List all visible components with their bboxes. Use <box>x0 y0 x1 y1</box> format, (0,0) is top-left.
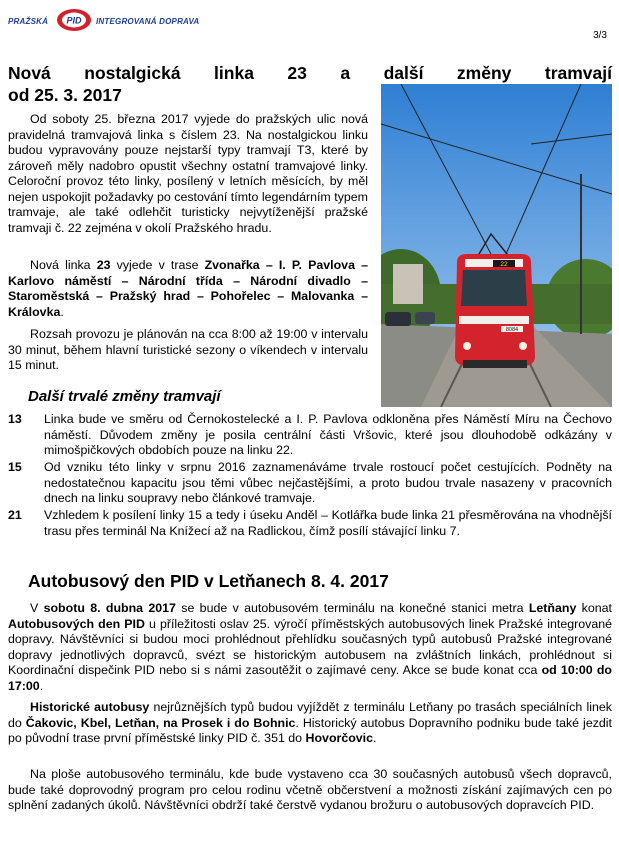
article-title: Nová nostalgická linka 23 a další změny tramvají <box>8 63 612 83</box>
article-paragraph: Od soboty 25. března 2017 vyjede do pražských ulic nová pravidelná tramvajová linka s číslem 23. Na nostalgickou linku budou vypravovány pouze nejstarší typy tramvají T3, které by zároveň měly nadobro opustit všechny ostatní tramvajové linky. Celoroční provoz této linky, posílený v letních měsících, by měl nejen uspokojit požadavky po cestování tímto legendárním typem tramvaje, ale také odlehčit turisticky nejvytíženější pražské tramvaji č. 22 zejména v okolí Pražského hradu. <box>8 112 368 235</box>
logo-text-right: INTEGROVANÁ DOPRAVA <box>96 17 200 26</box>
article-paragraph: Historické autobusy nejrůznějších typů budou vyjíždět z terminálu Letňany po trasách speciálních linek do Čakovic, Kbel, Letňan, na Prosek i do Bohnic. Historický autobus Dopravního podniku bude také jezdit po původní trase první příměstské linky PID č. 351 do Hovorčovic. <box>8 700 612 745</box>
line-description: Linka bude ve směru od Černokostelecké a I. P. Pavlova odkloněna přes Náměstí Míru na Čechovo náměstí. Důvodem změny je posila centrální části Vršovic, které jsou dlouhodobě odkázány v mimošpičkových obdobích pouze na linku 22. <box>44 412 612 457</box>
list-item <box>8 508 612 539</box>
svg-text:PID: PID <box>66 15 82 26</box>
svg-text:8084: 8084 <box>505 327 519 333</box>
pid-logo-icon <box>56 8 92 32</box>
tram-photo-illustration <box>381 84 612 407</box>
article-paragraph: Rozsah provozu je plánován na cca 8:00 až 19:00 v intervalu 30 minut, během hlavní turistické sezony o víkendech v intervalu 15 minut. <box>8 327 368 372</box>
line-number: 21 <box>8 508 22 522</box>
article-paragraph: V sobotu 8. dubna 2017 se bude v autobusovém terminálu na konečné stanici metra Letňany konat Autobusových den PID u příležitosti oslav 25. výročí příměstských autobusových linek Pražské integrované dopravy. Návštěvníci si budou moci prohlédnout přehlídku současných typů autobusů Pražské integrované dopravy jednotlivých dopravců, svézt se historickým autobusem na zvláštních linkách, prohlédnout si Koordinační dispečink PID nebo si s námi zasoutěžit o zajímavé ceny. Akce se bude konat cca od 10:00 do 17:00. <box>8 601 613 693</box>
logo-text-left: PRAŽSKÁ <box>8 17 49 26</box>
pid-logo <box>8 8 228 34</box>
list-item <box>8 412 612 459</box>
line-number: 15 <box>8 460 22 474</box>
line-description: Vzhledem k posílení linky 15 a tedy i úseku Anděl – Kotlářka bude linka 21 přesměrována na vhodnější trasu přes terminál Na Knížecí až na Radlickou, čímž posílí stávající linku 7. <box>44 508 612 538</box>
svg-text:22: 22 <box>500 261 508 268</box>
article-paragraph: Na ploše autobusového terminálu, kde bude vystaveno cca 30 současných autobusů všech dopravců, bude také doprovodný program pro celou rodinu včetně občerstvení a možnosti získání zajímavých cen po splnění zadaných úkolů. Návštěvníci obdrží také čerstvě vydanou brožuru o autobusových dopravcích PID. <box>8 767 612 812</box>
tram-photo <box>381 84 612 407</box>
article-title-date: od 25. 3. 2017 <box>8 85 122 105</box>
article-title: Autobusový den PID v Letňanech 8. 4. 2017 <box>28 571 389 591</box>
line-number: 13 <box>8 412 22 426</box>
article-paragraph-route: Nová linka 23 vyjede v trase Zvonařka – I. P. Pavlova – Karlovo náměstí – Národní třída – Národní divadlo – Staroměstská – Pražský hrad – Pohořelec – Malovanka – Královka. <box>8 258 368 319</box>
page-number: 3/3 <box>593 30 607 41</box>
changes-heading: Další trvalé změny tramvají <box>28 388 221 405</box>
line-description: Od vzniku této linky v srpnu 2016 zaznamenáváme trvale rostoucí počet cestujících. Podněty na nedostatečnou kapacitu jsou těmi vůbec nejčastějšími, a proto budou trvale nasazeny v pracovních dnech na linku soupravy nebo článkové tramvaje. <box>44 460 612 505</box>
list-item <box>8 460 612 507</box>
